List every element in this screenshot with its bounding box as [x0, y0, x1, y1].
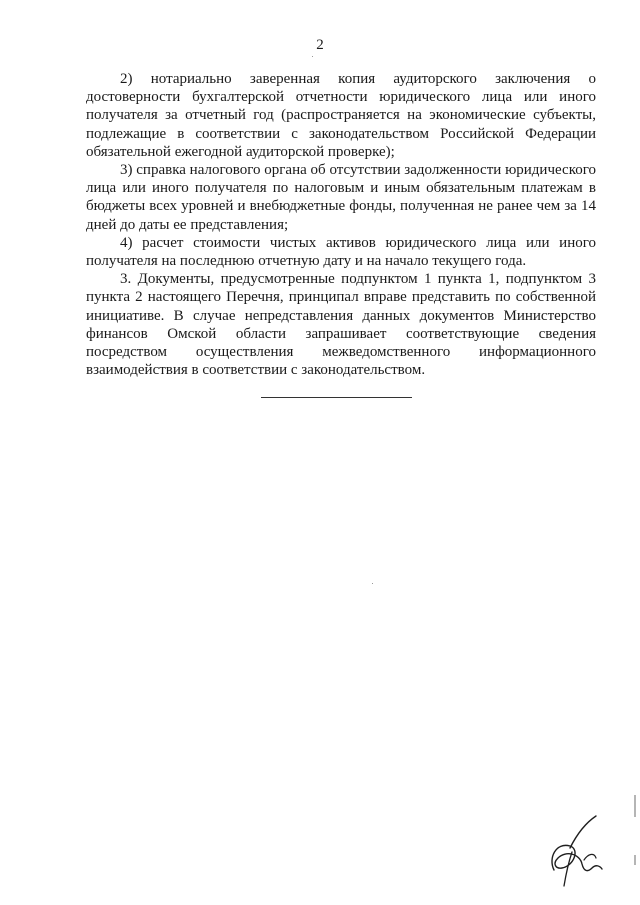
paragraph-item-2: 2) нотариально заверенная копия аудиторского заключения о достоверности бухгалтерской отчетности юридического лица или иного получателя за отчетный год (распространяется на экономические субъекты, подлежащие в соответствии с законодательством Российской Федерации обязательной ежегодной аудиторской проверке);	[86, 71, 596, 160]
scan-speck	[372, 583, 373, 584]
scan-speck	[312, 56, 313, 57]
paragraph-item-3: 3) справка налогового органа об отсутствии задолженности юридического лица или иного получателя по налоговым и иным обязательным платежам в бюджеты всех уровней и внебюджетные фонды, полученная не ранее чем за 14 дней до даты ее представления;	[86, 162, 596, 233]
scan-edge-mark	[634, 855, 636, 865]
paragraph-item-4: 4) расчет стоимости чистых активов юридического лица или иного получателя на последнюю отчетную дату и на начало текущего года.	[86, 234, 596, 270]
scan-edge-mark	[634, 795, 636, 817]
paragraph-point-3: 3. Документы, предусмотренные подпунктом 1 пункта 1, подпунктом 3 пункта 2 настоящего Перечня, принципал вправе представить по собственной инициативе. В случае непредставления данных документов Министерство финансов Омской области запрашивает соответствующие сведения посредством осуществления межведомственного информационного взаимодействия в соответствии с законодательством.	[86, 271, 596, 379]
page-number: 2	[316, 37, 324, 53]
end-separator-line	[261, 397, 412, 398]
document-body	[86, 70, 596, 379]
signature-icon	[540, 812, 610, 888]
